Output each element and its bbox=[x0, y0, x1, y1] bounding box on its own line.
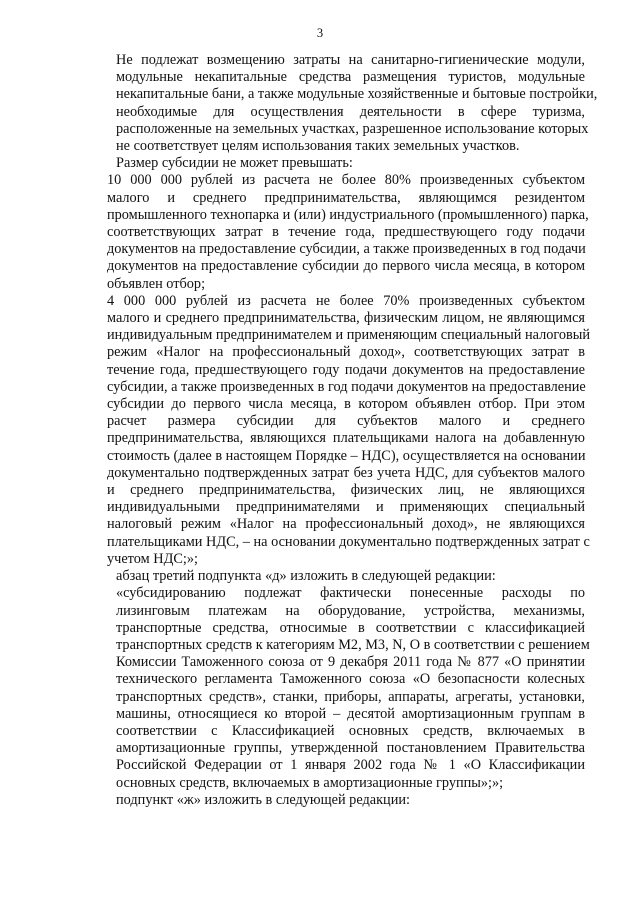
text-line: расположенные на земельных участках, разрешенное использование которых bbox=[116, 120, 589, 137]
text-line: модульные некапитальные средства размещения туристов, модульные bbox=[116, 69, 585, 86]
paragraph-subsidy-limit-intro bbox=[83, 155, 585, 172]
text-line: основных средств, включаемых в амортизационные группы»;»; bbox=[116, 774, 504, 791]
paragraph-subsidy-4m bbox=[83, 292, 591, 568]
document-body bbox=[83, 52, 598, 809]
text-line: индивидуальными предпринимателями и применяющих специальный bbox=[107, 499, 585, 516]
text-line: необходимые для осуществления деятельности в сфере туризма, bbox=[116, 103, 585, 120]
text-line: транспортные средства, относимые в соответствии с классификацией bbox=[116, 619, 585, 636]
paragraph-leasing-subsidy bbox=[83, 585, 590, 791]
text-line: учетом НДС;»; bbox=[107, 550, 198, 567]
text-line: предпринимательства, являющихся плательщиками налога на добавленную bbox=[107, 430, 585, 447]
paragraph-amendment-zh bbox=[83, 792, 585, 809]
text-line: 4 000 000 рублей из расчета не более 70% произведенных субъектом bbox=[107, 292, 585, 309]
text-line: режим «Налог на профессиональный доход», соответствующих затрат в bbox=[107, 344, 585, 361]
text-line: документов на предоставление субсидии до первого числа месяца, в котором bbox=[107, 258, 585, 275]
paragraph-amendment-d bbox=[83, 568, 585, 585]
text-line: субсидии до первого числа месяца, в котором объявлен отбор. При этом bbox=[107, 396, 585, 413]
paragraph-excluded-costs bbox=[83, 52, 598, 155]
paragraph-subsidy-10m bbox=[83, 172, 589, 292]
text-line: индивидуальным предпринимателем и применяющим специальный налоговый bbox=[107, 327, 591, 344]
text-line: Не подлежат возмещению затраты на санитарно-гигиенические модули, bbox=[116, 52, 585, 68]
text-line: малого и среднего предпринимательства, являющимся резидентом bbox=[107, 189, 585, 206]
text-line: технического регламента Таможенного союза «О безопасности колесных bbox=[116, 671, 585, 688]
text-line: соответствующих затрат в течение года, предшествующего году подачи bbox=[107, 224, 585, 241]
text-line: абзац третий подпункта «д» изложить в следующей редакции: bbox=[116, 568, 496, 585]
text-line: Размер субсидии не может превышать: bbox=[116, 155, 353, 172]
text-line: амортизационные группы, утвержденной постановлением Правительства bbox=[116, 740, 585, 757]
text-line: некапитальные бани, а также модульные хозяйственные и бытовые постройки, bbox=[116, 86, 598, 103]
text-line: Комиссии Таможенного союза от 9 декабря 2011 года № 877 «О принятии bbox=[116, 654, 585, 671]
text-line: налоговый режим «Налог на профессиональный доход», не являющихся bbox=[107, 516, 585, 533]
text-line: стоимость (далее в настоящем Порядке – НДС), осуществляется на основании bbox=[107, 447, 586, 464]
text-line: документов на предоставление субсидии, а также произведенных в год подачи bbox=[107, 241, 586, 258]
text-line: документально подтвержденных затрат без учета НДС, для субъектов малого bbox=[107, 464, 585, 481]
text-line: расчет размера субсидии для субъектов малого и среднего bbox=[107, 413, 585, 430]
text-line: не соответствует целям использования таких земельных участков. bbox=[116, 138, 520, 155]
text-line: подпункт «ж» изложить в следующей редакции: bbox=[116, 791, 410, 808]
text-line: малого и среднего предпринимательства, физическим лицом, не являющимся bbox=[107, 310, 585, 327]
text-line: субсидии, а также произведенных в год подачи документов на предоставление bbox=[107, 378, 586, 395]
text-line: лизинговым платежам на оборудование, устройства, механизмы, bbox=[116, 602, 585, 619]
text-line: Российской Федерации от 1 января 2002 года № 1 «О Классификации bbox=[116, 757, 585, 774]
text-line: машины, относящиеся ко второй – десятой амортизационным группам в bbox=[116, 705, 585, 722]
text-line: и среднего предпринимательства, физических лиц, не являющихся bbox=[107, 482, 585, 499]
text-line: транспортных средств к категориям М2, М3, N, О в соответствии с решением bbox=[116, 636, 590, 653]
text-line: 10 000 000 рублей из расчета не более 80% произведенных субъектом bbox=[107, 172, 585, 189]
text-line: транспортных средств», станки, приборы, аппараты, агрегаты, установки, bbox=[116, 688, 585, 705]
text-line: «субсидированию подлежат фактически понесенные расходы по bbox=[116, 585, 585, 602]
text-line: соответствии с Классификацией основных средств, включаемых в bbox=[116, 722, 585, 739]
page-number: 3 bbox=[316, 26, 324, 40]
text-line: объявлен отбор; bbox=[107, 275, 206, 292]
text-line: промышленного технопарка и (или) индустриального (промышленного) парка, bbox=[107, 206, 589, 223]
text-line: плательщиками НДС, – на основании документально подтвержденных затрат с bbox=[107, 533, 590, 550]
text-line: течение года, предшествующего году подачи документов на предоставление bbox=[107, 361, 585, 378]
